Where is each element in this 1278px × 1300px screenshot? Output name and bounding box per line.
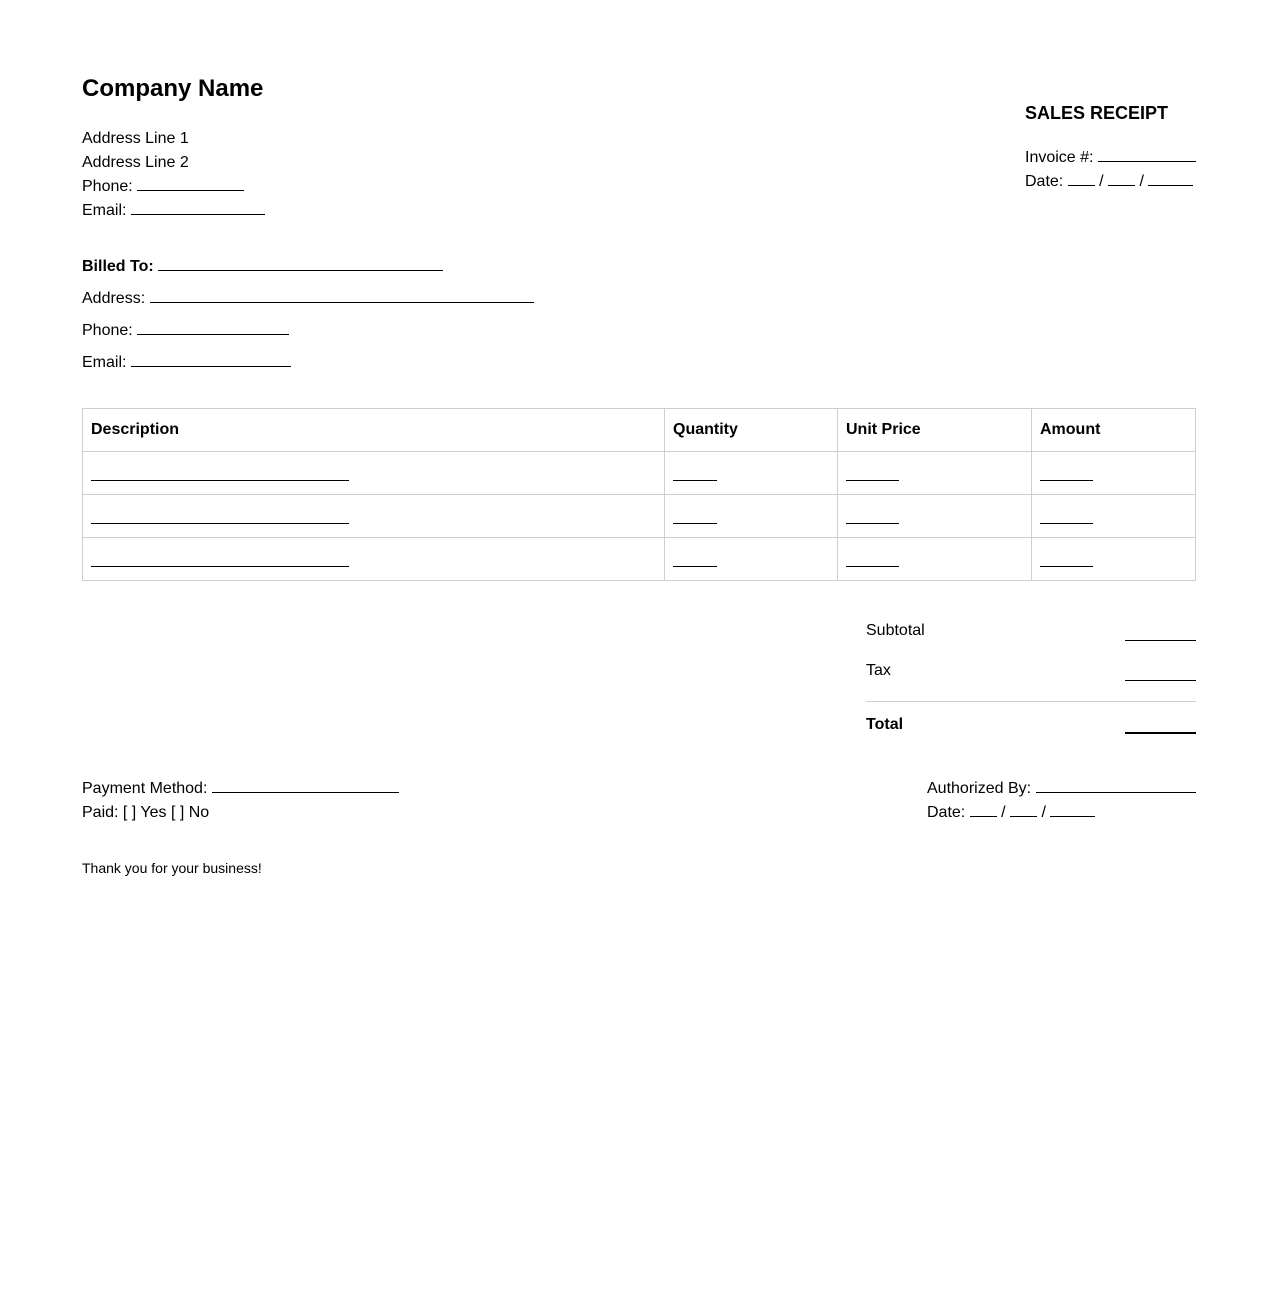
amount-field[interactable]	[1040, 480, 1093, 481]
unit-price-cell	[838, 538, 1032, 581]
billed-to-label: Billed To:	[82, 258, 154, 275]
total-row	[866, 702, 1196, 742]
description-cell	[83, 495, 665, 538]
receipt-date-label: Date:	[1025, 173, 1064, 190]
unit-price-field[interactable]	[846, 480, 899, 481]
invoice-label: Invoice #:	[1025, 149, 1094, 166]
billed-phone	[82, 319, 534, 343]
payment-method-label: Payment Method:	[82, 780, 208, 797]
date-separator: /	[1139, 173, 1144, 190]
invoice-number-field[interactable]	[1098, 148, 1196, 162]
company-name: Company Name	[82, 75, 264, 102]
amount-field[interactable]	[1040, 566, 1093, 567]
authorized-by-field[interactable]	[1036, 779, 1196, 793]
subtotal-row	[866, 620, 1196, 660]
billed-to-field[interactable]	[158, 257, 443, 271]
items-table	[82, 408, 1196, 581]
column-header-unit-price: Unit Price	[838, 409, 1032, 452]
receipt-date-year-field[interactable]	[1148, 172, 1193, 186]
payment-method	[82, 777, 399, 801]
thank-you-note: Thank you for your business!	[82, 860, 262, 876]
unit-price-field[interactable]	[846, 566, 899, 567]
total-label: Total	[866, 716, 904, 733]
quantity-cell	[665, 452, 838, 495]
billed-email	[82, 351, 534, 375]
billed-address	[82, 287, 534, 311]
tax-row	[866, 660, 1196, 700]
company-email	[82, 199, 265, 223]
column-header-description: Description	[83, 409, 665, 452]
billed-phone-field[interactable]	[137, 321, 289, 335]
paid-status[interactable]: Paid: [ ] Yes [ ] No	[82, 804, 210, 821]
authorization-section	[927, 777, 1196, 825]
subtotal-field[interactable]	[1125, 640, 1196, 641]
quantity-field[interactable]	[673, 523, 717, 524]
quantity-field[interactable]	[673, 566, 717, 567]
description-cell	[83, 538, 665, 581]
authorization-date-month-field[interactable]	[970, 803, 997, 817]
invoice-number	[1025, 146, 1196, 170]
description-field[interactable]	[91, 480, 349, 481]
billed-email-field[interactable]	[131, 353, 291, 367]
unit-price-cell	[838, 452, 1032, 495]
unit-price-cell	[838, 495, 1032, 538]
billed-to-section	[82, 255, 534, 383]
date-separator: /	[1099, 173, 1104, 190]
address-line-2: Address Line 2	[82, 154, 189, 171]
payment-method-field[interactable]	[212, 779, 399, 793]
receipt-date-day-field[interactable]	[1108, 172, 1135, 186]
billed-address-label: Address:	[82, 290, 146, 307]
column-header-quantity: Quantity	[665, 409, 838, 452]
receipt-date	[1025, 170, 1196, 194]
company-email-label: Email:	[82, 202, 127, 219]
amount-field[interactable]	[1040, 523, 1093, 524]
authorization-date-label: Date:	[927, 804, 966, 821]
authorization-date	[927, 801, 1196, 825]
date-separator: /	[1041, 804, 1046, 821]
date-separator: /	[1001, 804, 1006, 821]
company-email-field[interactable]	[131, 201, 265, 215]
billed-phone-label: Phone:	[82, 322, 133, 339]
payment-section	[82, 777, 399, 825]
address-line-1: Address Line 1	[82, 130, 189, 147]
table-header-row	[83, 409, 1196, 452]
authorized-by-label: Authorized By:	[927, 780, 1032, 797]
quantity-cell	[665, 538, 838, 581]
receipt-date-month-field[interactable]	[1068, 172, 1095, 186]
billed-to	[82, 255, 534, 279]
amount-cell	[1032, 495, 1196, 538]
description-cell	[83, 452, 665, 495]
quantity-field[interactable]	[673, 480, 717, 481]
totals-section	[866, 620, 1196, 742]
company-phone	[82, 175, 265, 199]
company-phone-field[interactable]	[137, 177, 244, 191]
billed-email-label: Email:	[82, 354, 127, 371]
description-field[interactable]	[91, 523, 349, 524]
unit-price-field[interactable]	[846, 523, 899, 524]
authorization-date-year-field[interactable]	[1050, 803, 1095, 817]
tax-field[interactable]	[1125, 680, 1196, 681]
table-row	[83, 538, 1196, 581]
receipt-title: SALES RECEIPT	[1025, 103, 1169, 123]
quantity-cell	[665, 495, 838, 538]
company-phone-label: Phone:	[82, 178, 133, 195]
tax-label: Tax	[866, 662, 891, 679]
company-info	[82, 127, 265, 223]
amount-cell	[1032, 538, 1196, 581]
amount-cell	[1032, 452, 1196, 495]
table-row	[83, 452, 1196, 495]
table-row	[83, 495, 1196, 538]
description-field[interactable]	[91, 566, 349, 567]
subtotal-label: Subtotal	[866, 622, 925, 639]
authorization-date-day-field[interactable]	[1010, 803, 1037, 817]
billed-address-field[interactable]	[150, 289, 534, 303]
total-field[interactable]	[1125, 732, 1196, 734]
receipt-meta	[1025, 146, 1196, 194]
column-header-amount: Amount	[1032, 409, 1196, 452]
authorized-by	[927, 777, 1196, 801]
